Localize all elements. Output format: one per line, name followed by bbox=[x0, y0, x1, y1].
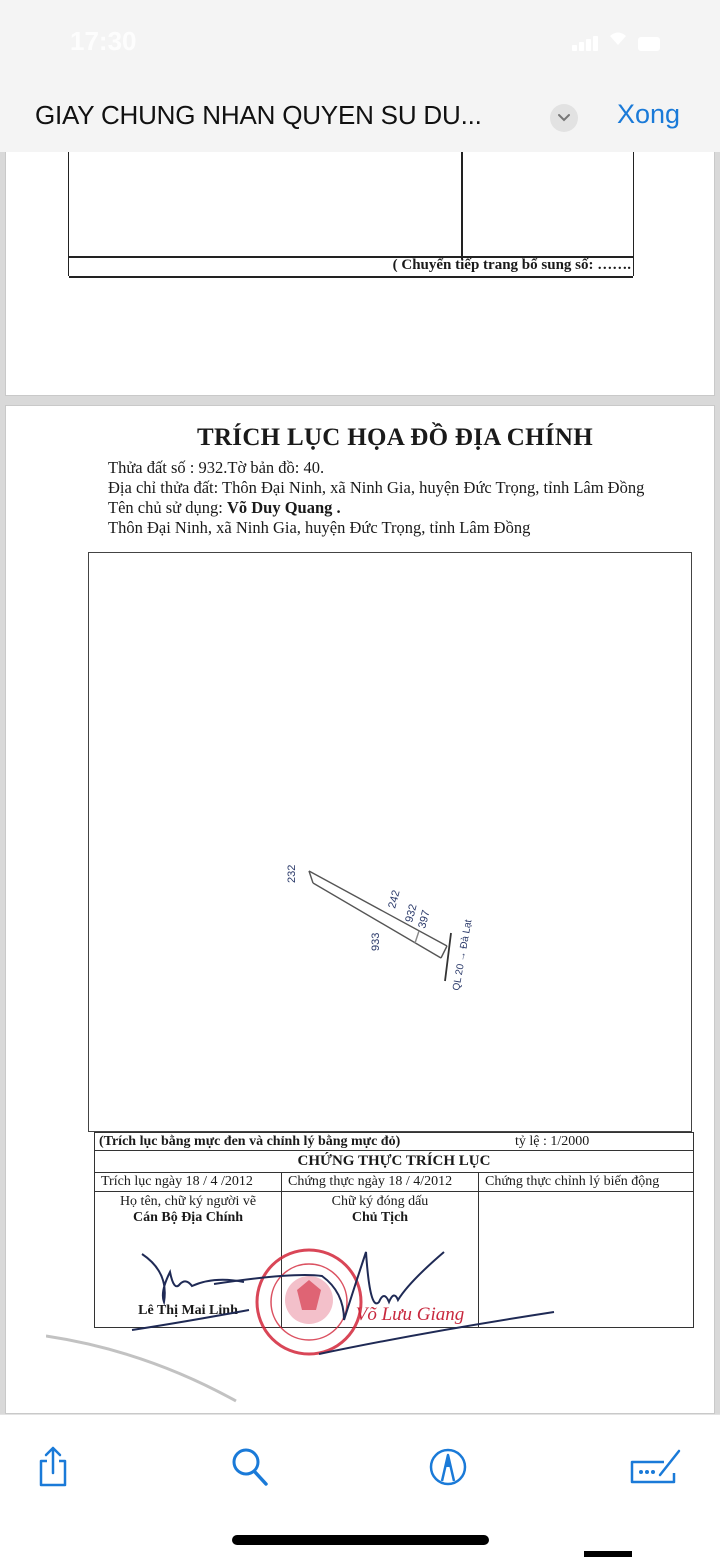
continuation-note: ( Chuyển tiếp trang bổ sung số: ……. bbox=[392, 257, 631, 273]
page-1 bbox=[5, 152, 715, 396]
change-cert-header: Chứng thực chỉnh lý biến động bbox=[485, 1174, 660, 1189]
address-line: Địa chỉ thửa đất: Thôn Đại Ninh, xã Ninh Gia, huyện Đức Trọng, tỉnh Lâm Đồng bbox=[108, 478, 645, 497]
share-icon bbox=[35, 1445, 71, 1489]
page-curl-shadow bbox=[46, 1331, 286, 1411]
certification-table bbox=[94, 1132, 694, 1328]
extract-date: Trích lục ngày 18 / 4 /2012 bbox=[95, 1173, 282, 1191]
map-road-label: QL 20 → Đà Lạt bbox=[451, 918, 475, 992]
map-scale: tỷ lệ : 1/2000 bbox=[515, 1134, 590, 1149]
page-2 bbox=[5, 405, 715, 1414]
search-button[interactable] bbox=[226, 1443, 274, 1491]
chairman-cell: Chữ ký đóng dấu Chủ Tịch Võ Lưu Giang bbox=[282, 1192, 479, 1327]
parcel-drawing bbox=[89, 553, 693, 1133]
certify-date: Chứng thực ngày 18 / 4/2012 bbox=[282, 1173, 479, 1191]
status-icons bbox=[572, 30, 660, 51]
document-viewer[interactable] bbox=[0, 152, 720, 1414]
cadastral-map bbox=[88, 552, 692, 1132]
parcel-info bbox=[108, 458, 644, 538]
wifi-icon bbox=[608, 30, 628, 51]
map-parcel-area: 397 bbox=[416, 908, 433, 930]
map-label-232: 232 bbox=[286, 864, 298, 883]
status-time: 17:30 bbox=[70, 26, 137, 56]
search-icon bbox=[230, 1446, 270, 1488]
title-menu-button[interactable] bbox=[550, 104, 578, 132]
page-title: TRÍCH LỤC HỌA ĐỒ ĐỊA CHÍNH bbox=[196, 424, 594, 451]
share-button[interactable] bbox=[29, 1443, 77, 1491]
done-button[interactable]: Xong bbox=[617, 99, 681, 129]
drafter-cell: Họ tên, chữ ký người vẽ Cán Bộ Địa Chính Lê Thị Mai Linh bbox=[95, 1192, 282, 1327]
nav-bar bbox=[0, 80, 720, 152]
status-bar bbox=[0, 0, 720, 80]
document-title[interactable]: GIAY CHUNG NHAN QUYEN SU DU... bbox=[35, 100, 482, 130]
signature-row bbox=[94, 1192, 694, 1328]
parcel-line: Thửa đất số : 932.Tờ bản đồ: 40. bbox=[108, 458, 325, 477]
markup-button[interactable] bbox=[424, 1443, 472, 1491]
change-cert-cell bbox=[479, 1192, 693, 1327]
legend-row bbox=[94, 1132, 694, 1151]
cert-heading: CHỨNG THỰC TRÍCH LỤC bbox=[94, 1151, 694, 1173]
home-indicator[interactable] bbox=[232, 1535, 489, 1545]
bottom-toolbar bbox=[0, 1414, 720, 1557]
map-parcel-number: 932 bbox=[403, 902, 420, 924]
map-label-242: 242 bbox=[386, 888, 403, 910]
signature-button[interactable] bbox=[626, 1443, 686, 1491]
drafter-name: Lê Thị Mai Linh bbox=[138, 1303, 238, 1318]
owner-line: Tên chủ sử dụng: Võ Duy Quang . bbox=[108, 498, 341, 517]
battery-icon bbox=[638, 37, 660, 51]
chevron-down-icon bbox=[557, 113, 571, 123]
signature-icon bbox=[628, 1447, 684, 1487]
page1-table bbox=[68, 152, 634, 276]
owner-address: Thôn Đại Ninh, xã Ninh Gia, huyện Đức Trọng, tỉnh Lâm Đồng bbox=[108, 518, 531, 537]
overlay-artifact bbox=[584, 1551, 632, 1557]
chairman-name: Võ Lưu Giang bbox=[355, 1304, 465, 1325]
cert-dates-row bbox=[94, 1173, 694, 1192]
markup-icon bbox=[428, 1447, 468, 1487]
legend-note: (Trích lục bằng mực đen và chỉnh lý bằng mực đỏ) bbox=[99, 1134, 401, 1149]
cellular-signal-icon bbox=[572, 36, 598, 51]
map-label-933: 933 bbox=[370, 932, 382, 951]
owner-name: Võ Duy Quang . bbox=[226, 498, 341, 517]
